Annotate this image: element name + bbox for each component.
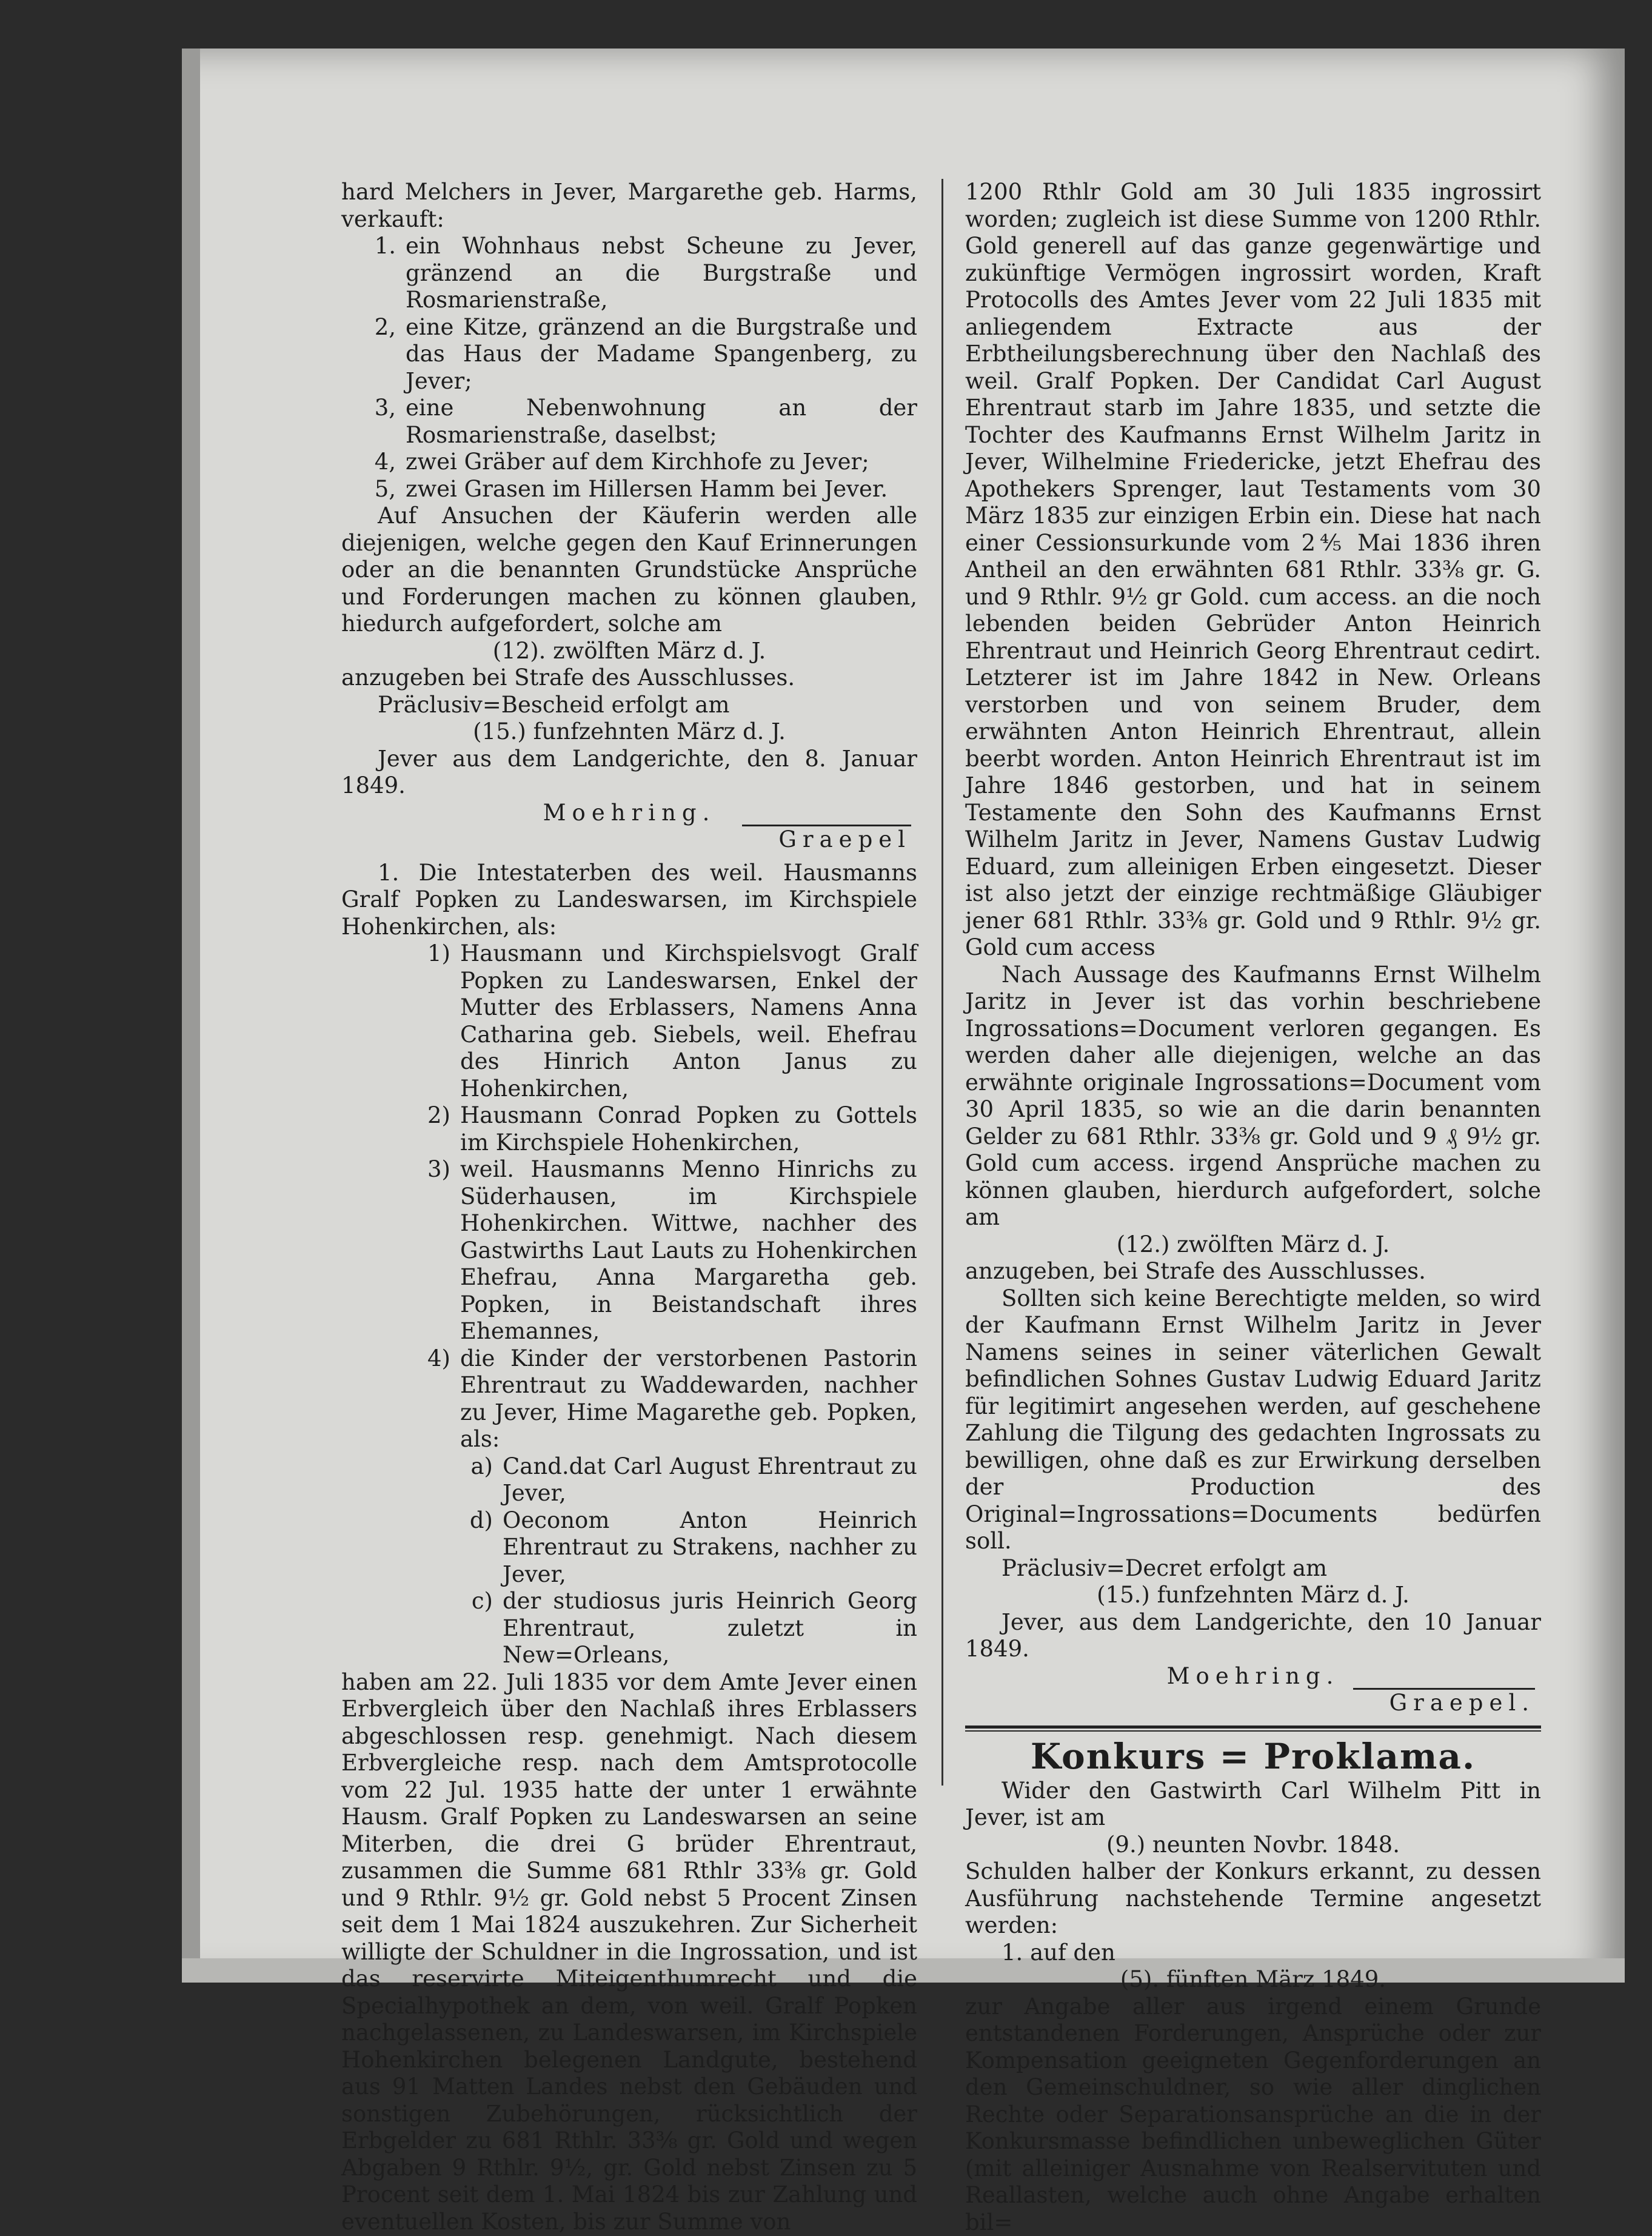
konkurs-text: Schulden halber der Konkurs erkannt, zu dessen Ausführung nachstehende Termine angesetzt werden: <box>965 1858 1541 1940</box>
list-item: 4, zwei Gräber auf dem Kirchhofe zu Jever; <box>341 449 917 476</box>
list-item: 1) Hausmann und Kirchspielsvogt Gralf Popken zu Landeswarsen, Enkel der Mutter des Erblassers, Namens Anna Catharina geb. Siebels, weil. Ehefrau des Hinrich Anton Janus zu Hohenkirchen, <box>341 940 917 1102</box>
left-column <box>341 179 917 2235</box>
list-item: 4) die Kinder der verstorbenen Pastorin Ehrentraut zu Waddewarden, nachher zu Jever, Hime Magarethe geb. Popken, als: <box>341 1345 917 1453</box>
date-line: (12.) zwölften März d. J. <box>965 1231 1541 1259</box>
signature-moehring: Moehring. <box>965 1663 1541 1690</box>
list-item: d) Oeconom Anton Heinrich Ehrentraut zu Strakens, nachher zu Jever, <box>341 1507 917 1588</box>
preclusive-line: Präclusiv=Decret erfolgt am <box>965 1555 1541 1582</box>
sale-items-list <box>341 233 917 503</box>
section-heading: Konkurs = Proklama. <box>965 1735 1541 1778</box>
date-line: (15.) funfzehnten März d. J. <box>341 718 917 746</box>
body-paragraph: 1200 Rthlr Gold am 30 Juli 1835 ingrossirt worden; zugleich ist diese Summe von 1200 Rthlr. Gold generell auf das ganze gegenwärtige und zukünftige Vermögen ingrossirt worden, Kraft Protocolls des Amtes Jever vom 22 Juli 1835 mit anliegendem Extracte aus der Erbtheilungsberechnung über den Nachlaß des weil. Gralf Popken. Der Candidat Carl August Ehrentraut starb im Jahre 1835, und setzte die Tochter des Kaufmanns Ernst Wilhelm Jaritz in Jever, Wilhelmine Friedericke, jetzt Ehefrau des Apothekers Sprenger, laut Testaments vom 30 März 1835 zur einzigen Erbin ein. Diese hat nach einer Cessionsurkunde vom 2⅘ Mai 1836 ihren Antheil an den erwähnten 681 Rthlr. 33⅜ gr. G. und 9 Rthlr. 9½ gr Gold. cum access. an die noch lebenden beiden Gebrüder Anton Heinrich Ehrentraut und Heinrich Georg Ehrentraut cedirt. Letzterer ist im Jahre 1842 in New. Orleans verstorben und von seinem Bruder, dem erwähnten Anton Heinrich Ehrentraut, allein beerbt worden. Anton Heinrich Ehrentraut ist im Jahre 1846 gestorben, und hat in seinem Testamente den Sohn des Kaufmanns Ernst Wilhelm Jaritz in Jever, Namens Gustav Ludwig Eduard, zum alleinigen Erben eingesetzt. Dieser ist also jetzt der einzige rechtmäßige Gläubiger jener 681 Rthlr. 33⅜ gr. Gold und 9 Rthlr. 9½ gr. Gold cum access <box>965 179 1541 962</box>
date-line: (9.) neunten Novbr. 1848. <box>965 1832 1541 1859</box>
place-date-line: Jever, aus dem Landgerichte, den 10 Januar 1849. <box>965 1609 1541 1663</box>
list-item: 2, eine Kitze, gränzend an die Burgstraße und das Haus der Madame Spangenberg, zu Jever; <box>341 314 917 395</box>
term-line: 1. auf den <box>965 1940 1541 1967</box>
signature-graepel: Graepel. <box>965 1690 1541 1717</box>
list-item: 3, eine Nebenwohnung an der Rosmarienstraße, daselbst; <box>341 395 917 449</box>
list-item: 3) weil. Hausmanns Menno Hinrichs zu Süderhausen, im Kirchspiele Hohenkirchen. Wittwe, nachher des Gastwirths Laut Lauts zu Hohenkirchen Ehefrau, Anna Margaretha geb. Popken, in Beistandschaft ihres Ehemannes, <box>341 1156 917 1345</box>
signature-moehring: Moehring. <box>341 800 917 827</box>
section-rule <box>965 1726 1541 1732</box>
deadline-line: anzugeben bei Strafe des Ausschlusses. <box>341 664 917 692</box>
page-edge <box>182 49 200 1983</box>
deadline-line: anzugeben, bei Strafe des Ausschlusses. <box>965 1258 1541 1285</box>
date-line: (12). zwölften März d. J. <box>341 638 917 665</box>
right-column <box>965 179 1541 2236</box>
list-item: 5, zwei Grasen im Hillersen Hamm bei Jever. <box>341 476 917 503</box>
column-divider <box>941 179 943 1786</box>
list-item: a) Cand.dat Carl August Ehrentraut zu Jever, <box>341 1453 917 1507</box>
konkurs-intro: Wider den Gastwirth Carl Wilhelm Pitt in Jever, ist am <box>965 1778 1541 1832</box>
date-line: (5). fünften März 1849. <box>965 1966 1541 1993</box>
children-list <box>341 1453 917 1669</box>
item-heading: 1. Die Intestaterben des weil. Hausmanns Gralf Popken zu Landeswarsen, im Kirchspiele Hohenkirchen, als: <box>341 860 917 941</box>
list-item: 1. ein Wohnhaus nebst Scheune zu Jever, gränzend an die Burgstraße und Rosmarienstraße, <box>341 233 917 314</box>
place-date-line: Jever aus dem Landgerichte, den 8. Januar 1849. <box>341 746 917 800</box>
list-item: c) der studiosus juris Heinrich Georg Ehrentraut, zuletzt in New=Orleans, <box>341 1588 917 1669</box>
list-item: 2) Hausmann Conrad Popken zu Gottels im Kirchspiele Hohenkirchen, <box>341 1102 917 1156</box>
body-paragraph: Sollten sich keine Berechtigte melden, so wird der Kaufmann Ernst Wilhelm Jaritz in Jever Namens seines in seiner väterlichen Gewalt befindlichen Sohnes Gustav Ludwig Eduard Jaritz für legitimirt angesehen werden, auf geschehene Zahlung die Tilgung des gedachten Ingrossats zu bewilligen, ohne daß es zur Erwirkung derselben der Production des Original=Ingrossations=Documents bedürfen soll. <box>965 1285 1541 1555</box>
signature-graepel: Graepel <box>341 826 917 854</box>
intro-text: hard Melchers in Jever, Margarethe geb. Harms, verkauft: <box>341 179 917 233</box>
term-text: zur Angabe aller aus irgend einem Grunde entstandenen Forderungen, Ansprüche oder zur Kompensation geeigneten Gegenforderungen an den Gemeinschuldner, so wie aller dinglichen Rechte oder Separationsansprüche an die in der Konkursmasse befindlichen unbeweglichen Güter (mit alleiniger Ausnahme von Realservituten und Reallasten, welche auch ohne Angabe erhalten bil= <box>965 1993 1541 2236</box>
preclusive-line: Präclusiv=Bescheid erfolgt am <box>341 692 917 719</box>
date-line: (15.) funfzehnten März d. J. <box>965 1582 1541 1609</box>
body-paragraph: Nach Aussage des Kaufmanns Ernst Wilhelm Jaritz in Jever ist das vorhin beschriebene Ingrossations=Document verloren gegangen. Es werden daher alle diejenigen, welche an das erwähnte originale Ingrossations=Document vom 30 April 1835, so wie an die darin benannten Gelder zu 681 Rthlr. 33⅜ gr. Gold und 9 ₰ 9½ gr. Gold cum access. irgend Ansprüche machen zu können glauben, hierdurch aufgefordert, solche am <box>965 962 1541 1231</box>
heirs-list <box>341 940 917 1453</box>
request-paragraph: Auf Ansuchen der Käuferin werden alle diejenigen, welche gegen den Kauf Erinnerungen oder an die benannten Grundstücke Ansprüche und Forderungen machen zu können glauben, hiedurch aufgefordert, solche am <box>341 503 917 638</box>
body-paragraph: haben am 22. Juli 1835 vor dem Amte Jever einen Erbvergleich über den Nachlaß ihres Erblassers abgeschlossen resp. genehmigt. Nach diesem Erbvergleiche resp. nach dem Amtsprotocolle vom 22 Jul. 1935 hatte der unter 1 erwähnte Hausm. Gralf Popken zu Landeswarsen an seine Miterben, die drei G brüder Ehrentraut, zusammen die Summe 681 Rthlr 33⅜ gr. Gold und 9 Rthlr. 9½ gr. Gold nebst 5 Procent Zinsen seit dem 1 Mai 1824 auszukehren. Zur Sicherheit willigte der Schuldner in die Ingrossation, und ist das reservirte Miteigenthumrecht und die Specialhypothek an dem, von weil. Gralf Popken nachgelassenen, zu Landeswarsen, im Kirchspiele Hohenkirchen belegenen Landgute, bestehend aus 91 Matten Landes nebst den Gebäuden und sonstigen Zubehörungen, rücksichtlich der Erbgelder zu 681 Rthlr. 33⅜ gr. Gold und wegen Abgaben 9 Rthlr. 9½, gr. Gold nebst Zinsen zu 5 Procent seit dem 1. Mai 1824 bis zur Zahlung und eventuellen Kosten, bis zur Summe von <box>341 1669 917 2236</box>
